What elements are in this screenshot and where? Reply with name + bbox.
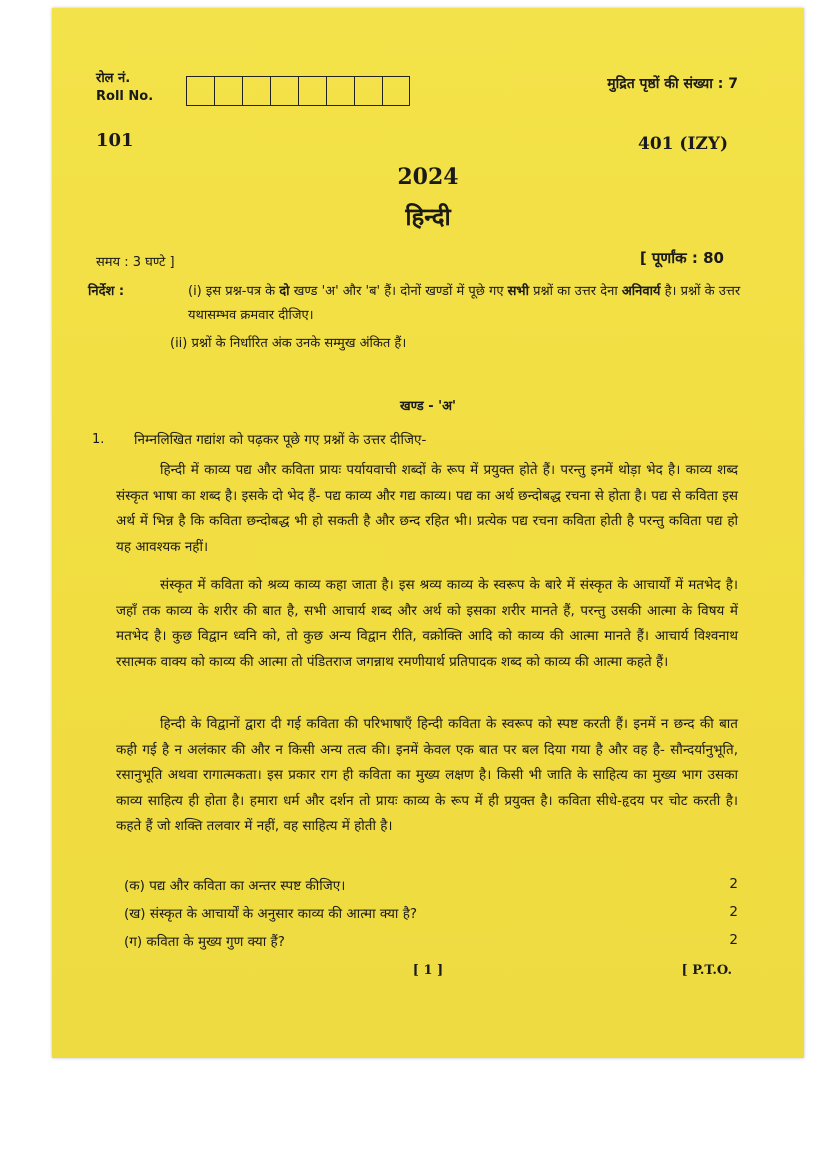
subquestion-ga: [124, 932, 738, 950]
roll-digit-box: [354, 76, 382, 106]
instructions-label: निर्देश :: [88, 284, 125, 299]
exam-paper-sheet: [52, 8, 804, 1058]
printed-pages-count: मुद्रित पृष्ठों की संख्या : 7: [607, 76, 738, 92]
subquestion-ka: [124, 876, 738, 894]
passage-paragraph-1: हिन्दी में काव्य पद्य और कविता प्रायः पर्यायवाची शब्दों के रूप में प्रयुक्त होते हैं। परन्तु इनमें थोड़ा भेद है। काव्य शब्द संस्कृत भाषा का शब्द है। इसके दो भेद हैं- पद्य काव्य और गद्य काव्य। पद्य का अर्थ छन्दोबद्ध रचना से होता है। पद्य से कविता इस अर्थ में भिन्न है कि कविता छन्दोबद्ध भी हो सकती है और छन्द रहित भी। प्रत्येक पद्य रचना कविता होती है परन्तु कविता पद्य हो यह आवश्यक नहीं।: [116, 462, 739, 555]
paper-code-right: 401 (IZY): [638, 134, 728, 154]
instructions-block: [88, 280, 748, 356]
instruction-i-bold: अनिवार्य: [621, 284, 661, 299]
instruction-ii: (ii) प्रश्नों के निर्धारित अंक उनके सम्मुख अंकित हैं।: [170, 336, 407, 351]
instruction-i-bold: दो: [279, 284, 290, 299]
roll-digit-box: [186, 76, 214, 106]
subquestion-marks: 2: [729, 876, 738, 892]
instruction-i-text: खण्ड 'अ' और 'ब' हैं। दोनों खण्डों में पूछे गए: [289, 284, 508, 299]
subquestion-text: (क) पद्य और कविता का अन्तर स्पष्ट कीजिए।: [124, 878, 346, 894]
roll-number-boxes: [186, 76, 410, 106]
roll-digit-box: [298, 76, 326, 106]
roll-digit-box: [214, 76, 242, 106]
subquestion-kha: [124, 904, 738, 922]
passage-paragraph-3: हिन्दी के विद्वानों द्वारा दी गई कविता की परिभाषाएँ हिन्दी कविता के स्वरूप को स्पष्ट करती हैं। इनमें न छन्द की बात कही गई है न अलंकार की और न किसी अन्य तत्व की। इनमें केवल एक बात पर बल दिया गया है और वह है- सौन्दर्यानुभूति, रसानुभूति अथवा रागात्मकता। इस प्रकार राग ही कविता का मुख्य लक्षण है। किसी भी जाति के साहित्य का मुख्य भाग उसका काव्य साहित्य ही होता है। हमारा धर्म और दर्शन तो प्रायः काव्य के रूप में ही प्रयुक्त है। कविता सीधे-हृदय पर चोट करती है। कहते हैं जो शक्ति तलवार में नहीं, वह साहित्य में होती है।: [116, 716, 738, 834]
section-title: खण्ड - 'अ': [399, 399, 457, 414]
paper-code-left: 101: [96, 130, 134, 151]
subject-title: हिन्दी: [405, 203, 451, 231]
subquestion-text: (ख) संस्कृत के आचार्यों के अनुसार काव्य की आत्मा क्या है?: [124, 906, 418, 922]
page-number: [ 1 ]: [412, 963, 444, 978]
exam-year: 2024: [397, 164, 459, 190]
please-turn-over: [ P.T.O.: [681, 963, 732, 978]
instruction-i: [88, 280, 748, 328]
roll-number-label: [96, 70, 153, 106]
subquestion-marks: 2: [729, 904, 738, 920]
instruction-i-text: प्रश्नों का उत्तर देना: [528, 284, 622, 299]
roll-digit-box: [326, 76, 354, 106]
roll-digit-box: [270, 76, 298, 106]
maximum-marks: [ पूर्णांक : 80: [639, 249, 724, 267]
subquestion-text: (ग) कविता के मुख्य गुण क्या हैं?: [124, 934, 285, 950]
passage-paragraph-2: संस्कृत में कविता को श्रव्य काव्य कहा जाता है। इस श्रव्य काव्य के स्वरूप के बारे में संस्कृत के आचार्यों में मतभेद है। जहाँ तक काव्य के शरीर की बात है, सभी आचार्य शब्द और अर्थ को इसका शरीर मानते हैं, परन्तु उसकी आत्मा के विषय में मतभेद है। कुछ विद्वान ध्वनि को, तो कुछ अन्य विद्वान रीति, वक्रोक्ति आदि को काव्य की आत्मा मानते हैं। आचार्य विश्वनाथ रसात्मक वाक्य को काव्य की आत्मा तो पंडितराज जगन्नाथ रमणीयार्थ प्रतिपादक शब्द को काव्य की आत्मा कहते हैं।: [116, 577, 738, 670]
instruction-i-text: है। प्रश्नों के उत्तर यथासम्भव क्रमवार दीजिए।: [188, 284, 741, 323]
roll-label-hindi: रोल नं.: [96, 71, 131, 86]
question-heading: निम्नलिखित गद्यांश को पढ़कर पूछे गए प्रश्नों के उत्तर दीजिए-: [134, 432, 427, 448]
time-allowed: समय : 3 घण्टे ]: [96, 255, 175, 270]
roll-digit-box: [382, 76, 410, 106]
roll-digit-box: [242, 76, 270, 106]
question-number: 1.: [92, 432, 105, 447]
instruction-i-text: (i) इस प्रश्न-पत्र के: [188, 284, 280, 299]
roll-label-english: Roll No.: [96, 89, 154, 104]
instruction-i-bold: सभी: [507, 284, 529, 299]
subquestion-marks: 2: [729, 932, 738, 948]
